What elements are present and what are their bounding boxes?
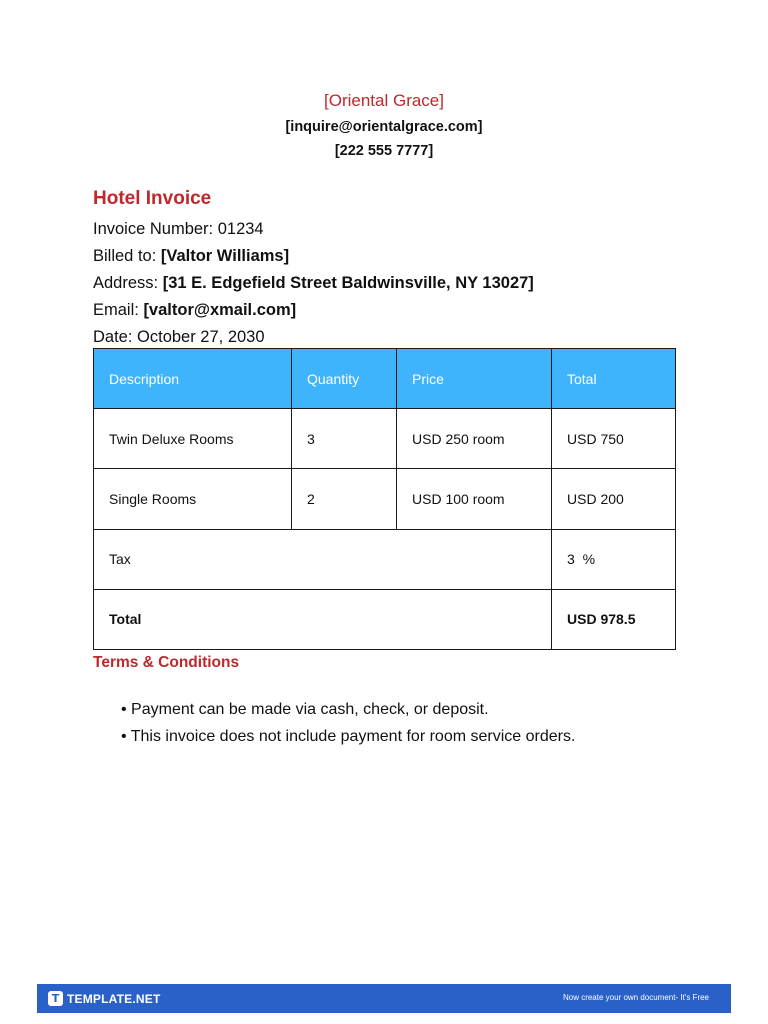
row-quantity: 3: [292, 409, 397, 469]
row-price: USD 100 room: [397, 469, 552, 529]
total-row: [94, 589, 676, 649]
company-phone: [222 555 7777]: [334, 143, 434, 159]
company-name: [Oriental Grace]: [324, 91, 444, 110]
tax-row: [94, 529, 676, 589]
row-total: USD 200: [552, 469, 676, 529]
table-row: [94, 409, 676, 469]
email: [93, 297, 534, 324]
row-description: Twin Deluxe Rooms: [94, 409, 292, 469]
billed-to-value: [Valtor Williams]: [160, 247, 290, 265]
row-total: USD 750: [552, 409, 676, 469]
invoice-header: [0, 90, 768, 161]
terms-list: [121, 696, 575, 750]
total-label: Total: [94, 589, 552, 649]
invoice-table: [93, 348, 675, 649]
tax-label: Tax: [94, 529, 552, 589]
row-quantity: 2: [292, 469, 397, 529]
header-quantity: Quantity: [292, 349, 397, 409]
address: [93, 270, 534, 297]
email-label: Email:: [93, 301, 144, 319]
invoice-number: Invoice Number: 01234: [93, 220, 264, 238]
billed-to: [93, 243, 534, 270]
address-label: Address:: [93, 274, 163, 292]
template-logo-icon: T: [48, 991, 63, 1006]
invoice-meta: [93, 216, 534, 351]
table-header-row: [94, 349, 676, 409]
total-value: USD 978.5: [552, 589, 676, 649]
company-email: [inquire@orientalgrace.com]: [285, 119, 483, 135]
list-item: • This invoice does not include payment for room service orders.: [121, 728, 576, 745]
footer-banner[interactable]: [37, 984, 731, 1013]
header-description: Description: [94, 349, 292, 409]
row-price: USD 250 room: [397, 409, 552, 469]
tax-value: 3 %: [552, 529, 676, 589]
invoice-title: Hotel Invoice: [93, 188, 212, 209]
header-price: Price: [397, 349, 552, 409]
billed-to-label: Billed to:: [93, 247, 161, 265]
row-description: Single Rooms: [94, 469, 292, 529]
template-logo[interactable]: [48, 991, 161, 1006]
footer-tagline[interactable]: Now create your own document- It's Free: [562, 993, 709, 1002]
address-value: [31 E. Edgefield Street Baldwinsville, NY 13027]: [162, 274, 534, 292]
template-logo-text: TEMPLATE.NET: [67, 991, 161, 1006]
invoice-date: Date: October 27, 2030: [93, 328, 265, 346]
table-row: [94, 469, 676, 529]
email-value: [valtor@xmail.com]: [143, 301, 297, 319]
list-item: • Payment can be made via cash, check, or deposit.: [121, 701, 489, 718]
terms-title: Terms & Conditions: [93, 654, 240, 671]
header-total: Total: [552, 349, 676, 409]
